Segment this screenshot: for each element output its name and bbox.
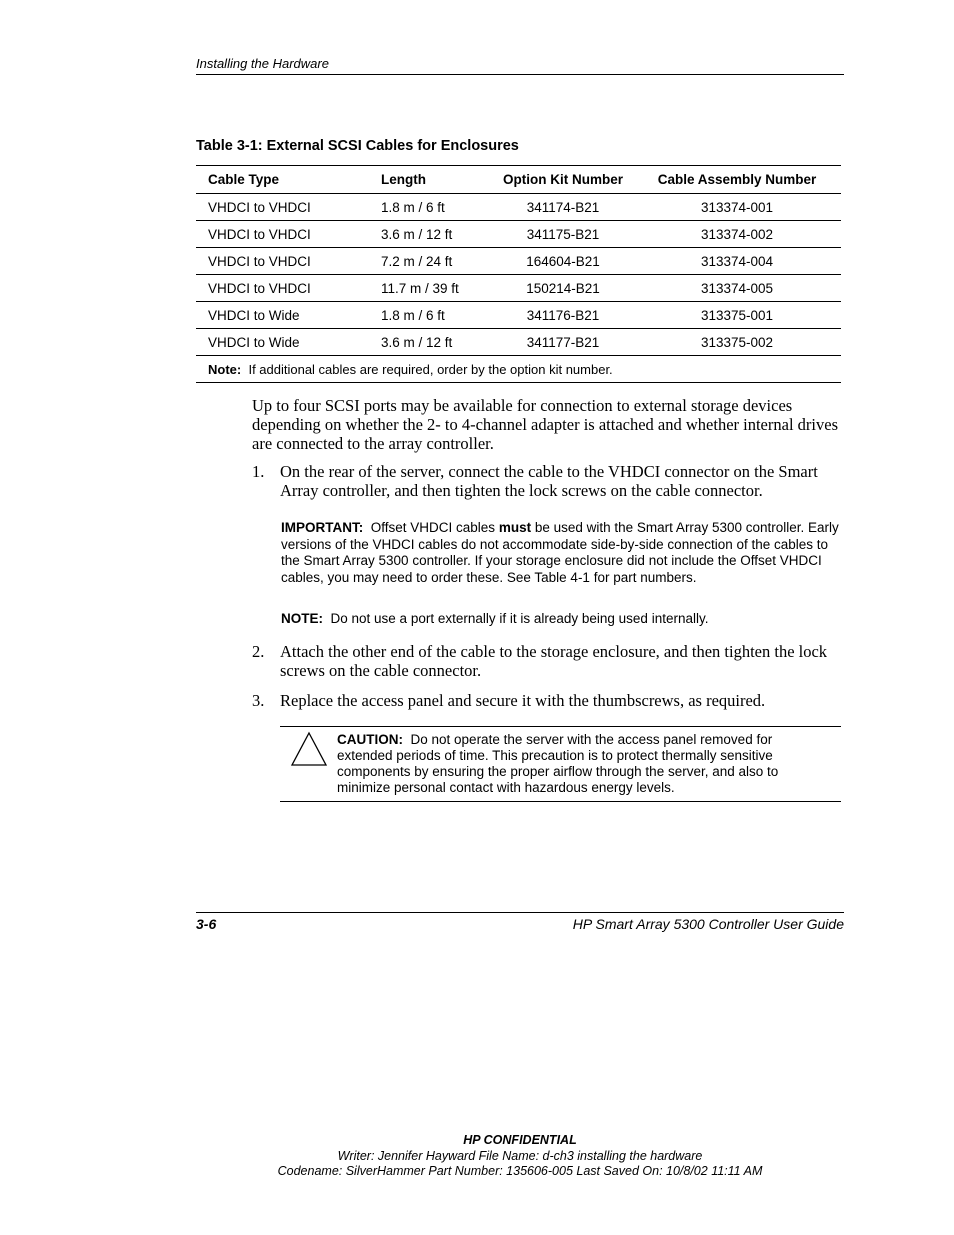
table-row — [196, 275, 841, 302]
option-kit-cell: 150214-B21 — [526, 280, 600, 296]
table-note-text: If additional cables are required, order by the option kit number. — [248, 361, 613, 377]
option-kit-cell: 341176-B21 — [526, 307, 600, 323]
caution-body: Do not operate the server with the access panel removed for extended periods of time. This precaution is to protect thermally sensitive components by ensuring the proper airflow through the server, and also to minimize personal contact with hazardous energy levels. — [337, 732, 779, 795]
option-kit-cell: 341175-B21 — [526, 226, 600, 242]
step-text: On the rear of the server, connect the cable to the VHDCI connector on the Smart Array controller, and then tighten the lock screws on the cable connector. — [280, 462, 818, 500]
important-text-before: Offset VHDCI cables — [370, 520, 496, 535]
confidential-line: Codename: SilverHammer Part Number: 135606-005 Last Saved On: 10/8/02 11:11 AM — [277, 1164, 763, 1178]
step-item — [252, 642, 844, 680]
cable-assembly-cell: 313374-002 — [700, 226, 774, 242]
note-text: Do not use a port externally if it is already being used internally. — [330, 611, 709, 626]
cable-type-cell: VHDCI to Wide — [208, 334, 300, 350]
option-kit-cell: 341177-B21 — [526, 334, 600, 350]
important-label: IMPORTANT: — [281, 520, 364, 535]
cable-assembly-cell: 313374-005 — [700, 280, 774, 296]
table-row — [196, 329, 841, 356]
note-callout — [281, 611, 841, 628]
cable-type-cell: VHDCI to VHDCI — [208, 226, 311, 242]
cable-assembly-cell: 313375-001 — [700, 307, 774, 323]
cable-type-cell: VHDCI to VHDCI — [208, 253, 311, 269]
table-note-row — [196, 356, 841, 382]
cables-table — [196, 165, 841, 383]
confidential-title: HP CONFIDENTIAL — [463, 1133, 577, 1147]
confidential-block — [196, 1133, 844, 1180]
table-note-label: Note: — [208, 361, 242, 377]
table-row — [196, 221, 841, 248]
length-cell: 1.8 m / 6 ft — [381, 199, 445, 215]
step-number: 1. — [252, 462, 265, 481]
length-cell: 11.7 m / 39 ft — [381, 280, 459, 296]
length-cell: 3.6 m / 12 ft — [381, 334, 453, 350]
column-header: Cable Type — [208, 172, 280, 187]
page-footer — [196, 912, 844, 932]
table-note — [196, 362, 613, 377]
intro-paragraph: Up to four SCSI ports may be available for connection to external storage devices depending on whether the 2- to 4-channel adapter is attached and whether internal drives are connected to the array controller. — [252, 396, 838, 453]
step-item — [252, 691, 844, 710]
length-cell: 7.2 m / 24 ft — [381, 253, 453, 269]
guide-title: HP Smart Array 5300 Controller User Guide — [572, 916, 844, 932]
caution-triangle-icon — [290, 731, 328, 772]
cable-type-cell: VHDCI to VHDCI — [208, 199, 311, 215]
cable-assembly-cell: 313374-004 — [700, 253, 774, 269]
page-number: 3-6 — [196, 916, 217, 932]
step-number: 2. — [252, 642, 265, 661]
table-row — [196, 302, 841, 329]
important-callout — [281, 520, 841, 586]
running-header: Installing the Hardware — [196, 56, 844, 75]
caution-text — [337, 732, 827, 796]
column-header: Cable Assembly Number — [657, 172, 817, 187]
step-item — [252, 462, 844, 500]
cable-assembly-cell: 313374-001 — [700, 199, 774, 215]
step-text: Attach the other end of the cable to the storage enclosure, and then tighten the lock screws on the cable connector. — [280, 642, 828, 680]
caution-box — [280, 726, 841, 802]
caution-label: CAUTION: — [337, 732, 403, 747]
length-cell: 3.6 m / 12 ft — [381, 226, 453, 242]
confidential-line: Writer: Jennifer Hayward File Name: d-ch3 installing the hardware — [337, 1148, 703, 1163]
important-text-after: be used with the Smart Array 5300 controller. Early versions of the VHDCI cables do not accommodate side-by-side connection of the cables to the Smart Array 5300 controller. If your storage enclosure did not include the Offset VHDCI cables, you may need to order these. See Table 4-1 for part numbers. — [281, 520, 839, 585]
cable-type-cell: VHDCI to Wide — [208, 307, 300, 323]
table-header-row — [196, 166, 841, 194]
column-header: Length — [381, 172, 426, 187]
table-row — [196, 248, 841, 275]
option-kit-cell: 341174-B21 — [526, 199, 600, 215]
length-cell: 1.8 m / 6 ft — [381, 307, 445, 323]
table-row — [196, 194, 841, 221]
step-text: Replace the access panel and secure it with the thumbscrews, as required. — [280, 691, 766, 710]
cable-type-cell: VHDCI to VHDCI — [208, 280, 311, 296]
note-label: NOTE: — [281, 611, 323, 626]
column-header: Option Kit Number — [503, 172, 623, 187]
table-title: Table 3-1: External SCSI Cables for Enclosures — [196, 138, 519, 154]
important-emphasis: must — [498, 520, 532, 535]
cable-assembly-cell: 313375-002 — [700, 334, 774, 350]
step-number: 3. — [252, 691, 265, 710]
option-kit-cell: 164604-B21 — [526, 253, 600, 269]
